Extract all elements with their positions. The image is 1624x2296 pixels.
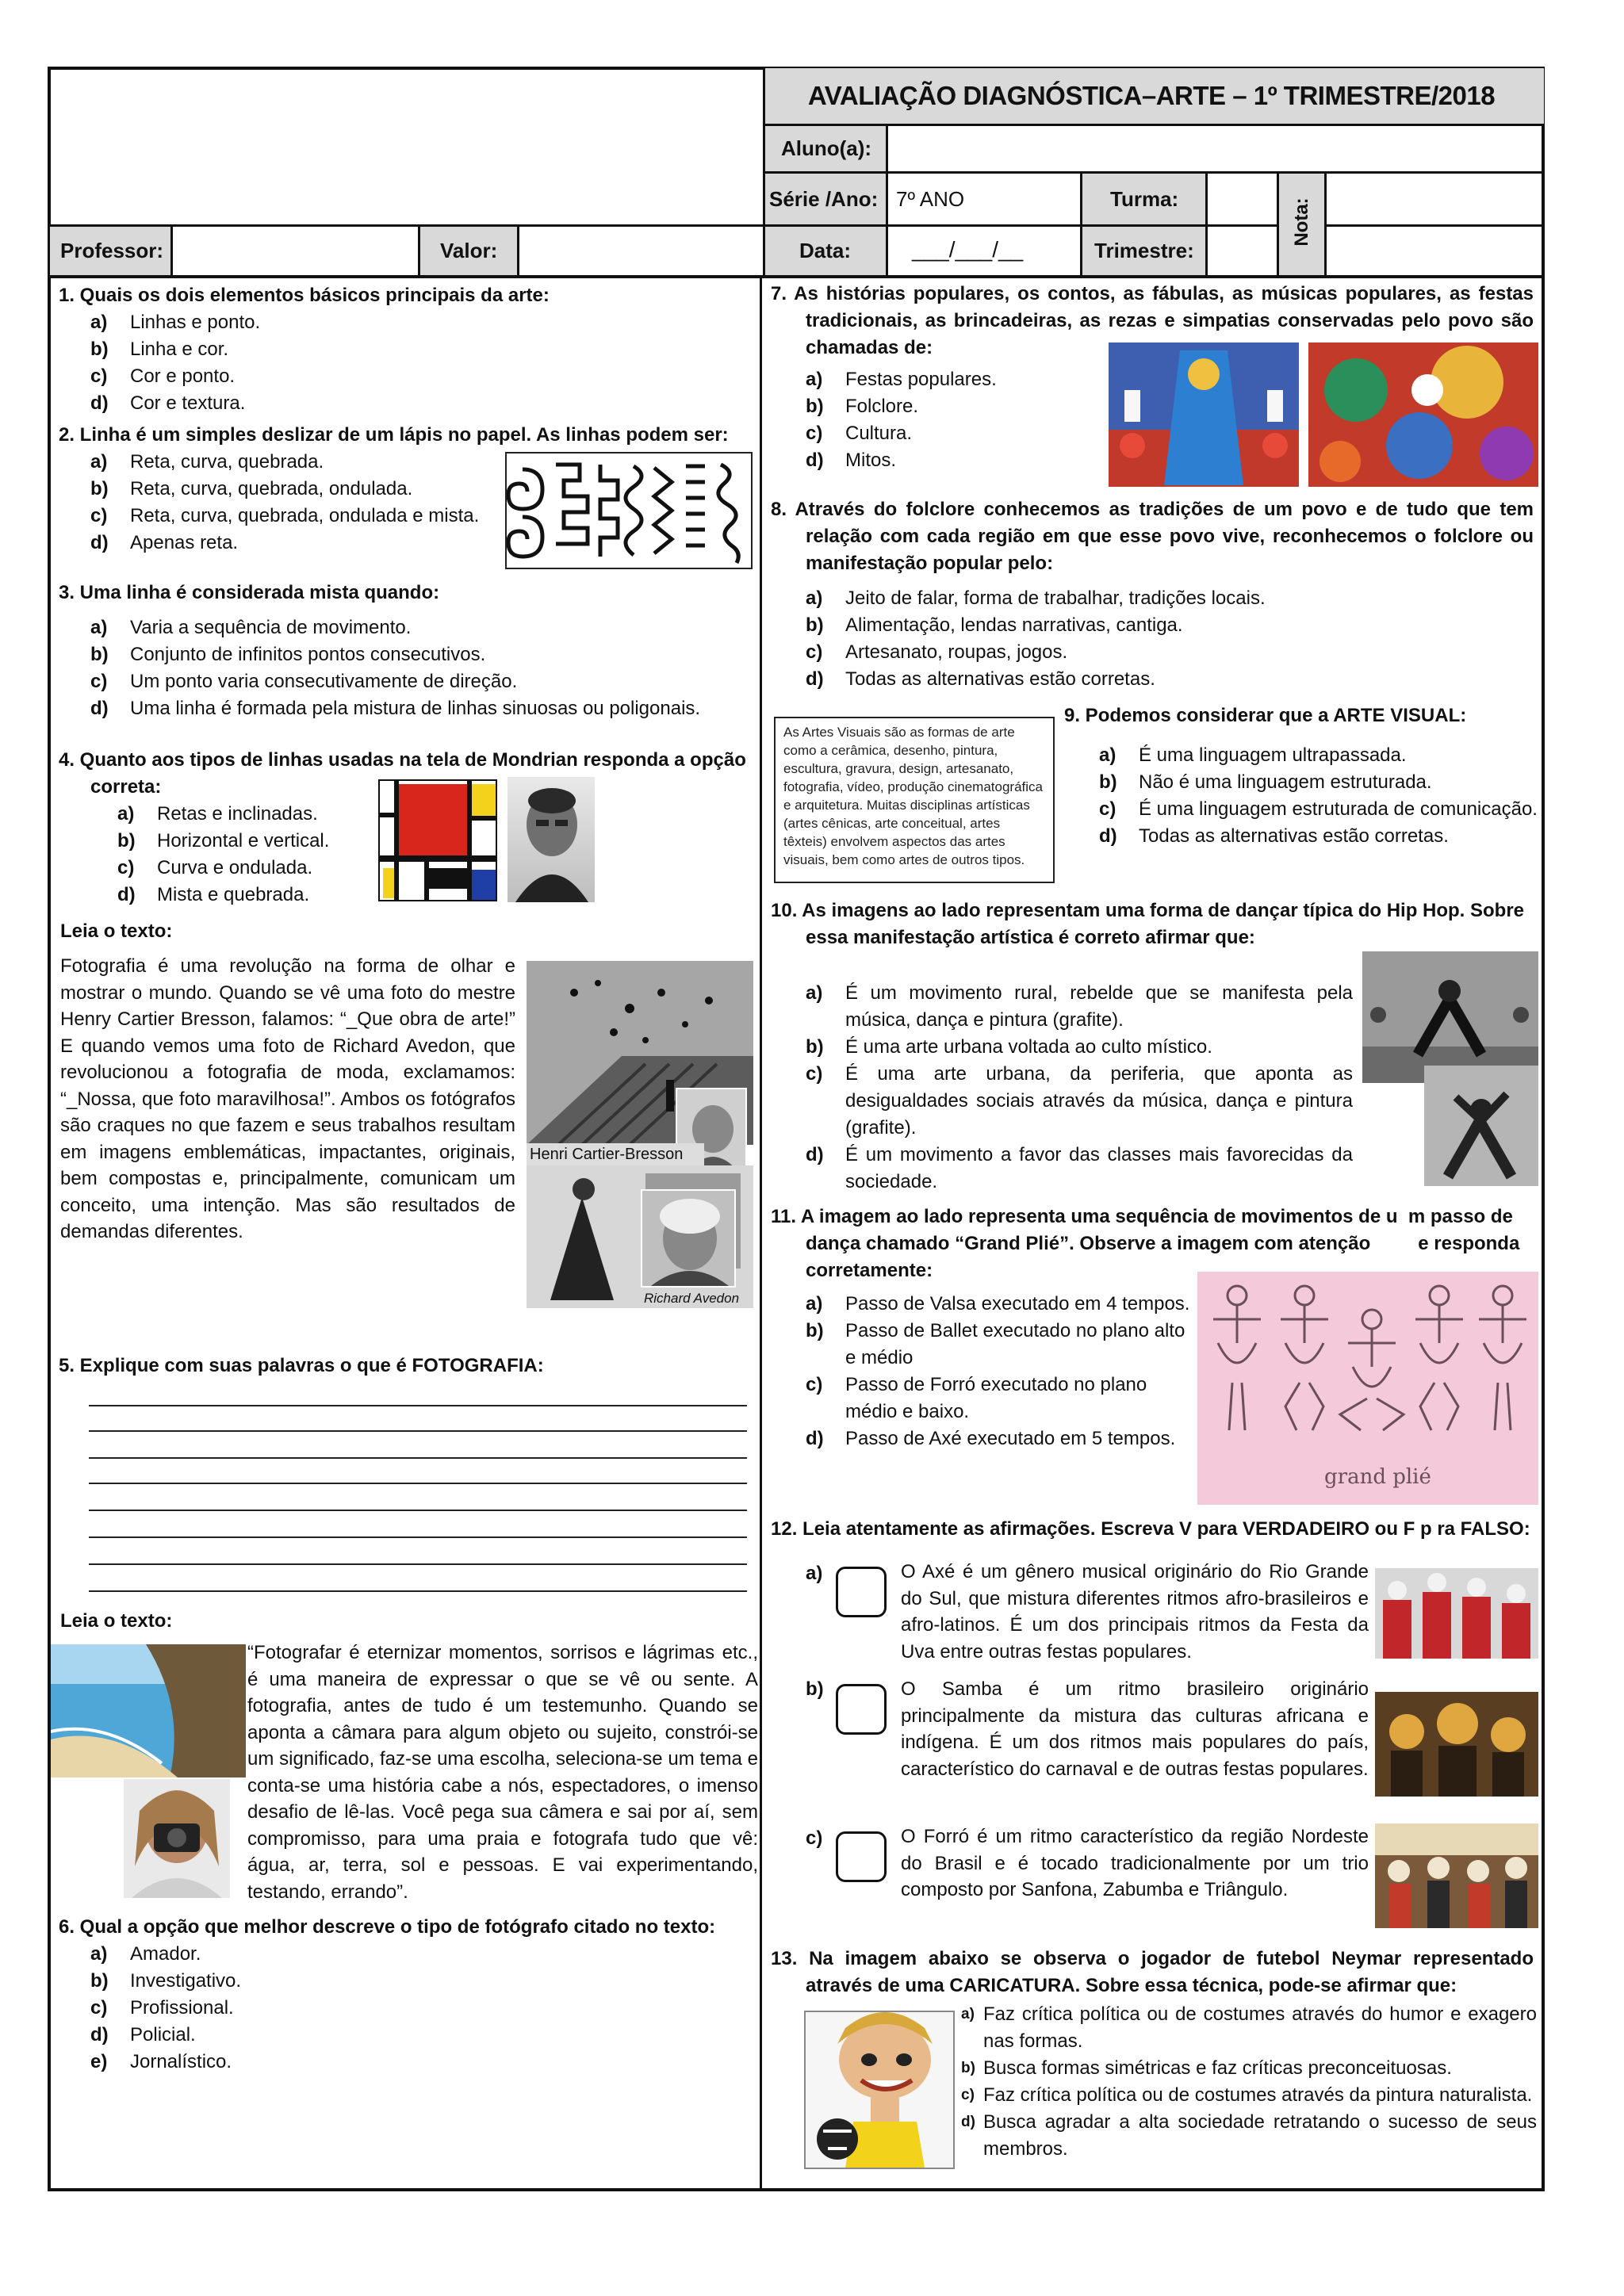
q4-option-d[interactable]: d) Mista e quebrada.	[117, 884, 310, 905]
question-4: 4. Quanto aos tipos de linhas usadas na tela de Mondrian responda a opção correta: a) Retas e inclinadas. b) Horizontal e vertical. c) Curva e ondulada. d) Mista e quebrada.	[59, 747, 756, 909]
q12-item-c-letter: c)	[806, 1827, 823, 1849]
q3-option-d[interactable]: d) Uma linha é formada pela mistura de linhas sinuosas ou poligonais.	[90, 698, 701, 719]
q6-option-b[interactable]: b) Investigativo.	[90, 1970, 242, 1992]
q10-option-a[interactable]: a) É um movimento rural, rebelde que se manifesta pela música, dança e pintura (grafite).	[806, 982, 1353, 1031]
professor-field[interactable]	[173, 227, 418, 275]
q10-option-b[interactable]: b) É uma arte urbana voltada ao culto místico.	[806, 1036, 1212, 1058]
nota-field[interactable]	[1327, 174, 1541, 275]
photographer-woman-photo	[124, 1779, 230, 1898]
q12-item-a-text: O Axé é um gênero musical originário do Rio Grande do Sul, que mistura diferentes ritmos afro-brasileiros e afro-latinos. É um dos principais ritmos da Festa da Uva entre outras festas populares.	[901, 1561, 1369, 1663]
answer-line-7[interactable]	[89, 1563, 747, 1565]
turma-label: Turma:	[1110, 186, 1179, 211]
q3-option-a[interactable]: a) Varia a sequência de movimento.	[90, 617, 412, 638]
question-2: 2. Linha é um simples deslizar de um lápis no papel. As linhas podem ser: a) Reta, curva, quebrada. b) Reta, curva, quebrada, ondulada. c) Reta, curva, quebrada, ondulada e mista. d) Apenas reta.	[59, 422, 756, 557]
bresson-caption: Henri Cartier-Bresson	[527, 1143, 704, 1165]
question-5: 5. Explique com suas palavras o que é FOTOGRAFIA:	[59, 1355, 544, 1376]
hip-hop-photo-2	[1424, 1066, 1538, 1186]
q1-option-c[interactable]: c) Cor e ponto.	[90, 365, 236, 387]
q13-option-a[interactable]: a) Faz crítica política ou de costumes através do humor e exagero nas formas.	[961, 2003, 1537, 2052]
grand-plie-caption: grand plié	[1324, 1465, 1431, 1489]
neymar-caricature-image	[804, 2011, 955, 2169]
avedon-portrait	[641, 1189, 736, 1288]
question-6: 6. Qual a opção que melhor descreve o tipo de fotógrafo citado no texto: a) Amador. b) Investigativo. c) Profissional. d) Policial. e) Jornalístico.	[59, 1914, 756, 2076]
q11-option-a[interactable]: a) Passo de Valsa executado em 4 tempos.	[806, 1293, 1190, 1314]
avedon-caption: Richard Avedon	[644, 1291, 740, 1306]
q9-option-c[interactable]: c) É uma linguagem estruturada de comunicação.	[1099, 798, 1538, 820]
q3-option-b[interactable]: b) Conjunto de infinitos pontos consecutivos.	[90, 644, 486, 665]
q12-item-b-letter: b)	[806, 1678, 824, 1700]
q12-item-b-text: O Samba é um ritmo brasileiro originário principalmente da mistura das culturas africana e indígena. É um dos ritmos mais populares do país, característico do carnaval e de outras festas populares.	[901, 1678, 1369, 1780]
fotografia-text: Fotografia é uma revolução na forma de olhar e mostrar o mundo. Quando se vê uma foto do mestre Henry Cartier Bresson, falamos: “_Que obra de arte!” E quando vemos uma foto de Richard Avedon, que revolucionou a fotografia de moda, exclamamos: “_Nossa, que foto maravilhosa!”. Ambos os fotógrafos são craques no que fazem e seus trabalhos resultam em imagens emblemáticas, impactantes, originais, bem compostas e, principalmente, comunicam um conceito, uma intenção. Mas são resultados de demandas diferentes.	[60, 955, 515, 1242]
serie-value: 7º ANO	[896, 186, 965, 211]
q7-option-c[interactable]: c) Cultura.	[806, 423, 913, 444]
q1-option-b[interactable]: b) Linha e cor.	[90, 339, 229, 360]
beach-photo	[51, 1644, 246, 1777]
answer-line-8[interactable]	[89, 1590, 747, 1592]
q1-option-a[interactable]: a) Linhas e ponto.	[90, 312, 261, 333]
answer-line-5[interactable]	[89, 1510, 747, 1511]
q10-option-d[interactable]: d) É um movimento a favor das classes mais favorecidas da sociedade.	[806, 1144, 1353, 1192]
data-value[interactable]: ___/___/__	[912, 236, 1024, 262]
column-divider	[760, 277, 762, 2191]
axe-photo	[1375, 1568, 1538, 1659]
exam-title: AVALIAÇÃO DIAGNÓSTICA–ARTE – 1º TRIMESTRE/2018	[807, 81, 1496, 110]
data-label: Data:	[799, 239, 852, 262]
q6-option-d[interactable]: d) Policial.	[90, 2024, 196, 2045]
q6-option-e[interactable]: e) Jornalístico.	[90, 2051, 232, 2072]
q2-option-c[interactable]: c) Reta, curva, quebrada, ondulada e mista.	[90, 505, 480, 526]
q8-option-a[interactable]: a) Jeito de falar, forma de trabalhar, tradições locais.	[806, 587, 1266, 609]
q6-option-a[interactable]: a) Amador.	[90, 1943, 201, 1965]
question-1: 1. Quais os dois elementos básicos principais da arte: a) Linhas e ponto. b) Linha e cor. c) Cor e ponto. d) Cor e textura.	[59, 282, 756, 417]
q12-answer-box-c[interactable]	[836, 1831, 887, 1882]
answer-line-4[interactable]	[89, 1483, 747, 1484]
answer-line-6[interactable]	[89, 1536, 747, 1538]
aluno-label: Aluno(a):	[781, 136, 872, 160]
grand-plie-image	[1197, 1272, 1538, 1505]
q10-option-c[interactable]: c) É uma arte urbana, da periferia, que aponta as desigualdades sociais através da música, dança e pintura (grafite).	[806, 1063, 1353, 1138]
q11-option-d[interactable]: d) Passo de Axé executado em 5 tempos.	[806, 1428, 1176, 1449]
artes-visuais-definition-box: As Artes Visuais são as formas de arte como a cerâmica, desenho, pintura, escultura, gravura, design, artesanato, fotografia, vídeo, produção cinematográfica e arquitetura. Muitas disciplinas artísticas (artes cênicas, arte conceitual, artes têxteis) envolvem aspectos das artes visuais, bem como artes de outros tipos.	[774, 717, 1055, 883]
leia-o-texto-1: Leia o texto:	[60, 920, 173, 942]
leia-o-texto-2: Leia o texto:	[60, 1610, 173, 1632]
fotografar-text: “Fotografar é eternizar momentos, sorrisos e lágrimas etc., é uma maneira de expressar o que se vê ou sente. A fotografia, antes de tudo é um testemunho. Quando se aponta a câmara para algum objeto ou sujeito, constrói-se um significado, faz-se uma escolha, seleciona-se um tema e conta-se uma história cabe a nós, espectadores, o imenso desafio de lê-las. Você pega sua câmera e sai por aí, sem compromisso, para uma praia e fotografa tudo que vê: água, ar, terra, sol e pessoas. E vai experimentando, testando, errando”.	[247, 1642, 758, 1903]
professor-label: Professor:	[60, 239, 164, 262]
q6-option-c[interactable]: c) Profissional.	[90, 1997, 234, 2019]
q12-answer-box-b[interactable]	[836, 1684, 887, 1735]
q4-option-a[interactable]: a) Retas e inclinadas.	[117, 803, 318, 825]
question-12: 12. Leia atentamente as afirmações. Escreva V para VERDADEIRO ou F p ra FALSO:	[771, 1518, 1530, 1540]
q9-option-d[interactable]: d) Todas as alternativas estão corretas.	[1099, 825, 1449, 847]
q8-option-d[interactable]: d) Todas as alternativas estão corretas.	[806, 668, 1155, 690]
answer-line-3[interactable]	[89, 1457, 747, 1459]
q4-option-c[interactable]: c) Curva e ondulada.	[117, 857, 313, 878]
q13-option-b[interactable]: b) Busca formas simétricas e faz críticas preconceituosas.	[961, 2057, 1452, 2079]
mondrian-portrait-image	[508, 777, 595, 902]
folklore-festival-photo-2	[1308, 342, 1538, 487]
hip-hop-photo-1	[1362, 951, 1538, 1083]
valor-field[interactable]	[519, 227, 763, 275]
q12-answer-box-a[interactable]	[836, 1567, 887, 1617]
q7-option-a[interactable]: a) Festas populares.	[806, 369, 997, 390]
question-11: 11. A imagem ao lado representa uma sequência de movimentos de u m passo de dança chamado “Grand Plié”. Observe a imagem com atenção e responda corretamente:	[771, 1206, 1520, 1281]
q13-option-c[interactable]: c) Faz crítica política ou de costumes através da pintura naturalista.	[961, 2084, 1533, 2106]
q2-option-b[interactable]: b) Reta, curva, quebrada, ondulada.	[90, 478, 413, 499]
question-7: 7. As histórias populares, os contos, as fábulas, as músicas populares, as festas tradicionais, as brincadeiras, as rezas e simpatias conservadas pelo povo são chamadas de: a) Festas populares. b) Folclore. c) Cultura. d) Mitos.	[771, 281, 1534, 474]
valor-label: Valor:	[440, 239, 498, 262]
q12-item-a-letter: a)	[806, 1563, 823, 1584]
q9-option-b[interactable]: b) Não é uma linguagem estruturada.	[1099, 771, 1432, 793]
answer-line-1[interactable]	[89, 1405, 747, 1406]
q9-option-a[interactable]: a) É uma linguagem ultrapassada.	[1099, 744, 1407, 766]
question-13-options	[961, 2001, 1537, 2163]
question-9: 9. Podemos considerar que a ARTE VISUAL: a) É uma linguagem ultrapassada. b) Não é uma linguagem estruturada. c) É uma linguagem estruturada de comunicação. d) Todas as alternativas estão corretas.	[1064, 702, 1540, 850]
q4-option-b[interactable]: b) Horizontal e vertical.	[117, 830, 330, 851]
q7-option-d[interactable]: d) Mitos.	[806, 450, 897, 471]
question-8: 8. Através do folclore conhecemos as tradições de um povo e de tudo que tem relação com cada região em que esse povo vive, reconhecemos o folclore ou manifestação popular pelo: a) Jeito de falar, forma de trabalhar, tradições locais. b) Alimentação, lendas narrativas, cantiga. c) Artesanato, roupas, jogos. d) Todas as alternativas estão corretas.	[771, 496, 1534, 693]
mondrian-painting-image	[378, 779, 497, 901]
q8-option-b[interactable]: b) Alimentação, lendas narrativas, cantiga.	[806, 614, 1183, 636]
turma-field[interactable]	[1208, 174, 1277, 224]
line-types-image	[505, 452, 753, 569]
trimestre-field[interactable]	[1208, 227, 1277, 275]
question-3: 3. Uma linha é considerada mista quando: a) Varia a sequência de movimento. b) Conjunto de infinitos pontos consecutivos. c) Um ponto varia consecutivamente de direção. d) Uma linha é formada pela mistura de linhas sinuosas ou poligonais.	[59, 580, 756, 722]
q1-option-d[interactable]: d) Cor e textura.	[90, 392, 246, 414]
forro-photo	[1375, 1823, 1538, 1928]
q11-option-c[interactable]: c) Passo de Forró executado no plano médio e baixo.	[806, 1374, 1147, 1422]
trimestre-label: Trimestre:	[1094, 239, 1194, 262]
q11-option-b[interactable]: b) Passo de Ballet executado no plano alto e médio	[806, 1320, 1185, 1368]
serie-label: Série /Ano:	[769, 186, 879, 211]
q8-option-c[interactable]: c) Artesanato, roupas, jogos.	[806, 641, 1068, 663]
question-13: 13. Na imagem abaixo se observa o jogador de futebol Neymar representado através de uma CARICATURA. Sobre essa técnica, pode-se afirmar que:	[771, 1948, 1534, 1996]
aluno-field[interactable]	[888, 126, 1538, 171]
answer-line-2[interactable]	[89, 1430, 747, 1432]
q13-option-d[interactable]: d) Busca agradar a alta sociedade retratando o sucesso de seus membros.	[961, 2111, 1537, 2160]
q12-item-c-text: O Forró é um ritmo característico da região Nordeste do Brasil e é tocado tradicionalmente por um trio composto por Sanfona, Zabumba e Triângulo.	[901, 1826, 1369, 1900]
q3-option-c[interactable]: c) Um ponto varia consecutivamente de direção.	[90, 671, 518, 692]
q7-option-b[interactable]: b) Folclore.	[806, 396, 919, 417]
q2-option-a[interactable]: a) Reta, curva, quebrada.	[90, 451, 324, 473]
folklore-festival-photo-1	[1109, 342, 1299, 487]
question-10: 10. As imagens ao lado representam uma forma de dançar típica do Hip Hop. Sobre essa manifestação artística é correto afirmar que:	[771, 900, 1525, 948]
question-10-options	[806, 980, 1353, 1196]
question-11-options	[806, 1291, 1194, 1452]
samba-photo	[1375, 1692, 1538, 1797]
q2-option-d[interactable]: d) Apenas reta.	[90, 532, 239, 553]
nota-label: Nota:	[1291, 197, 1312, 247]
